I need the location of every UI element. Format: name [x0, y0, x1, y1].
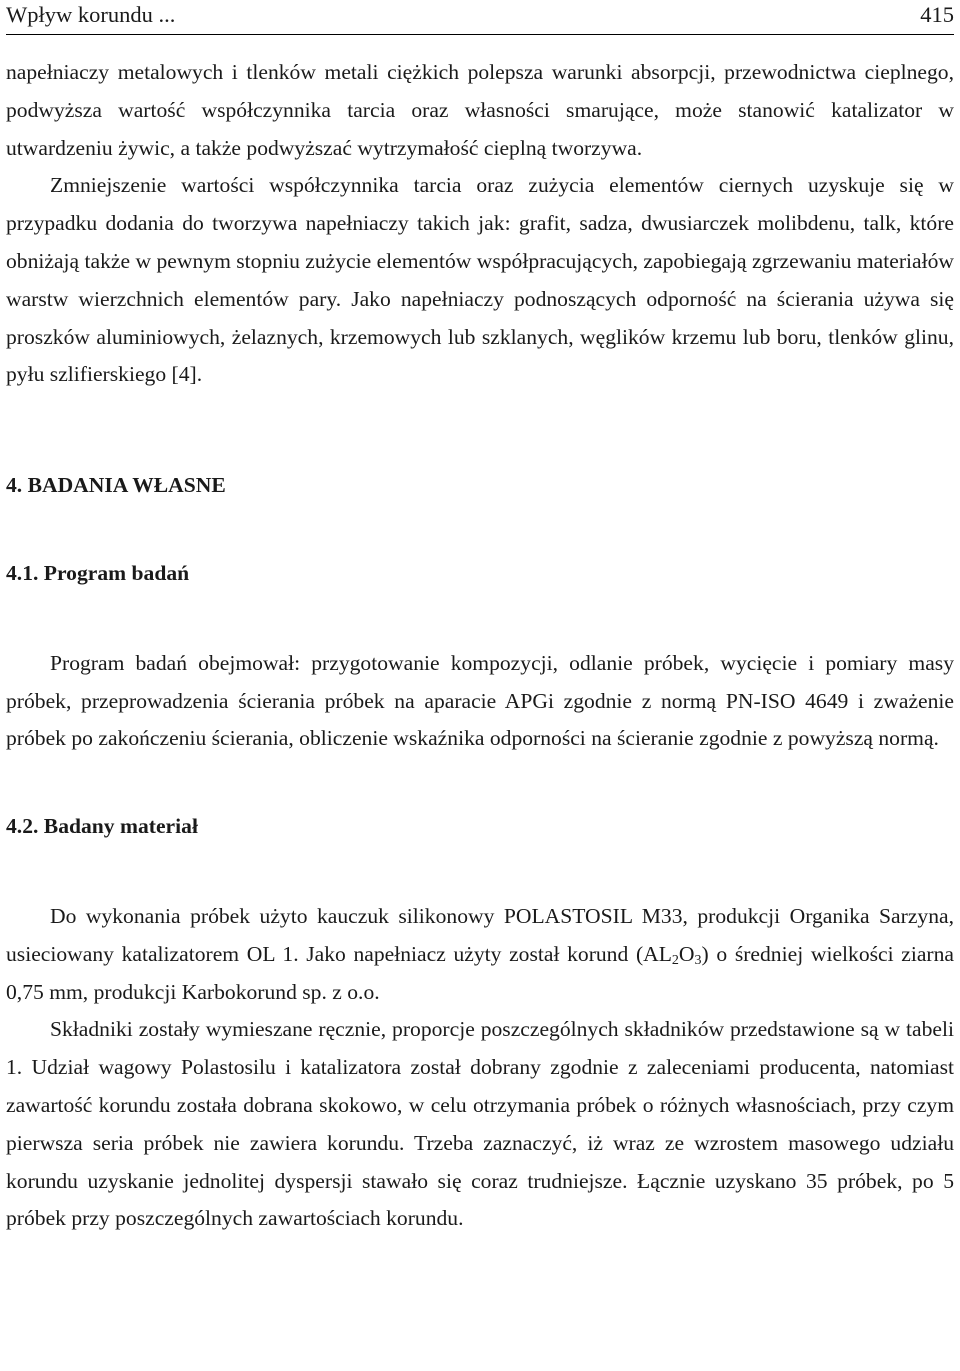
- formula-subscript-2: 2: [671, 952, 679, 968]
- page-header: [6, 0, 954, 35]
- running-title: Wpływ korundu ...: [6, 2, 176, 27]
- paragraph-friction-reduction: Zmniejszenie wartości współczynnika tarcia oraz zużycia elementów ciernych uzyskuje się w przypadku dodania do tworzywa napełniaczy takich jak: grafit, sadza, dwusiarczek molibdenu, talk, które obniżają także w pewnym stopniu zużycie elementów współpracujących, zapobiegają zgrzewaniu materiałów warstw wierzchnich elementów pary. Jako napełniaczy podnoszących odporność na ścierania używa się proszków aluminiowych, żelaznych, krzemowych lub szklanych, węglików krzemu lub boru, tlenków glinu, pyłu szlifierskiego [4].: [6, 173, 954, 387]
- page-body: [6, 54, 954, 1238]
- section-heading-badania-wlasne: 4. BADANIA WŁASNE: [6, 473, 226, 498]
- paragraph-research-program: Program badań obejmował: przygotowanie kompozycji, odlanie próbek, wycięcie i pomiary masy próbek, przeprowadzenia ścierania próbek na aparacie APGi zgodnie z normą PN-ISO 4649 i zważenie próbek po zakończeniu ścierania, obliczenie wskaźnika odporności na ścieranie zgodnie z powyższą normą.: [6, 650, 954, 751]
- material-text-part-3: ) o średniej wielkości ziarna 0,75 mm, produkcji Karbokorund sp. z o.o.: [6, 941, 955, 1004]
- material-text-part-2: O: [678, 941, 695, 966]
- formula-subscript-3: 3: [694, 952, 702, 968]
- subsection-heading-program-badan: 4.1. Program badań: [6, 560, 190, 585]
- paragraph-fillers-effects: napełniaczy metalowych i tlenków metali ciężkich polepsza warunki absorpcji, przewodnictwa cieplnego, podwyższa wartość współczynnika tarcia oraz własności smarujące, może stanowić katalizator w utwardzeniu żywic, a także podwyższać wytrzymałość cieplną tworzywa.: [6, 60, 954, 160]
- page-number: 415: [920, 2, 954, 27]
- material-text-part-1: Do wykonania próbek użyto kauczuk silikonowy POLASTOSIL M33, produkcji Organika Sarzyna, usieciowany katalizatorem OL 1. Jako napełniacz użyty został korund (AL: [6, 903, 954, 966]
- paragraph-components: Składniki zostały wymieszane ręcznie, proporcje poszczególnych składników przedstawione są w tabeli 1. Udział wagowy Polastosilu i katalizatora został dobrany zgodnie z zaleceniami producenta, natomiast zawartość korundu została dobrana skokowo, w celu otrzymania próbek o różnych własnościach, przy czym pierwsza seria próbek nie zawiera korundu. Trzeba zaznaczyć, iż wraz ze wzrostem masowego udziału korundu uzyskanie jednolitej dyspersji stawało się coraz trudniejsze. Łącznie uzyskano 35 próbek, po 5 próbek przy poszczególnych zawartościach korundu.: [6, 1017, 954, 1231]
- paragraph-material: [6, 898, 954, 1011]
- subsection-heading-badany-material: 4.2. Badany materiał: [6, 814, 198, 839]
